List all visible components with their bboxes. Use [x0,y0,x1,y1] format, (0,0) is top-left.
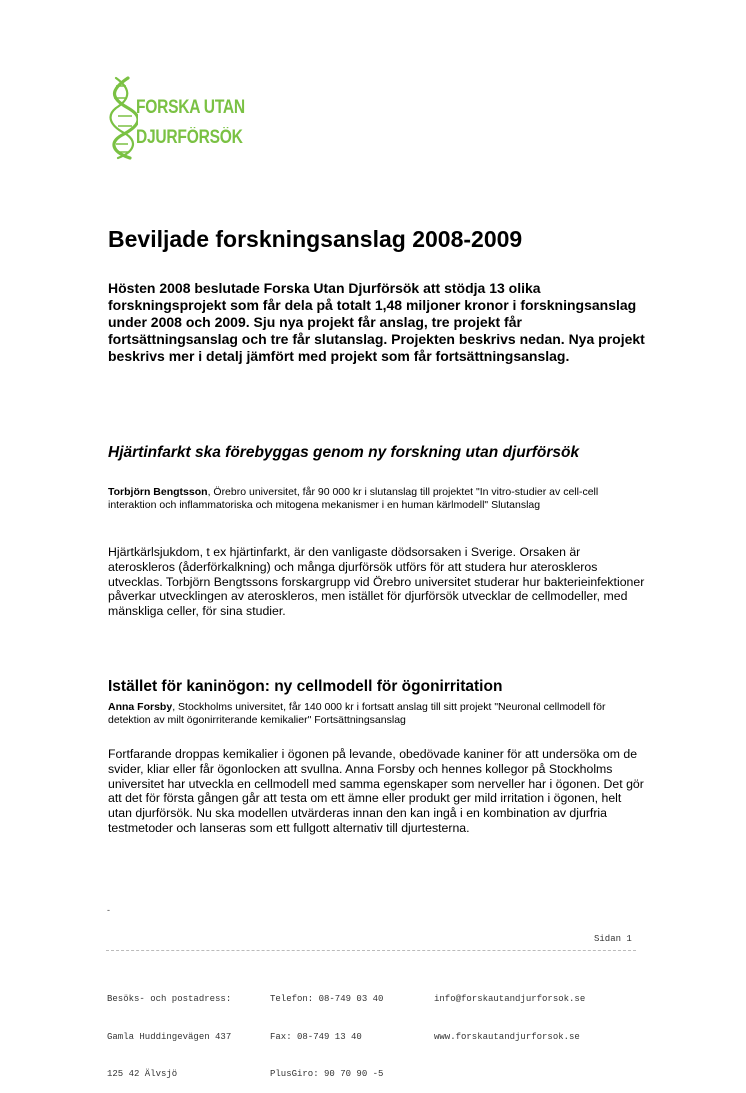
footer-dash: - [107,905,110,915]
logo-line2: DJURFÖRSÖK [136,127,243,148]
footer-line: PlusGiro: 90 70 90 -5 [270,1069,384,1079]
byline-text: , Stockholms universitet, får 140 000 kr i fortsatt anslag till sitt projekt "Neuronal cellmodell för detektion av milt ögonirriterande kemikalier" Fortsättningsanslag [108,701,606,726]
footer-line: 125 42 Älvsjö [107,1069,178,1079]
researcher-name: Torbjörn Bengtsson [108,486,208,498]
section-body: Fortfarande droppas kemikalier i ögonen på levande, obedövade kaniner för att undersöka om de svider, kliar eller får ögonlocken att svullna. Anna Forsby och hennes kollegor på Stockholms universitet har utveckla en cellmodell med samma egenskaper som nerveller har i ögonen. Det gör att det för första gången går att testa om ett ämne eller produkt ger mild irritation i ögonen, helt utan djurförsök. Nu ska modellen utvärderas innan den kan ingå i en kombination av djurfria testmetoder och lanseras som ett fullgott alternativ till djurtesterna. [108,747,644,835]
footer-website[interactable]: www.forskautandjurforsok.se [434,1031,580,1042]
byline [108,486,648,511]
footer-line: Gamla Huddingevägen 437 [107,1031,232,1042]
section-title: Istället för kaninögon: ny cellmodell för ögonirritation [108,678,503,695]
logo [108,76,268,160]
logo-line1: FORSKA UTAN [136,97,245,118]
footer-line: Besöks- och postadress: [107,994,232,1004]
footer-address [107,968,231,1093]
byline-text: , Örebro universitet, får 90 000 kr i slutanslag till projektet "In vitro-studier av cell-cell interaktion och inflammatoriska och mitogena mekanismer i en human kärlmodell" Slutanslag [108,486,599,511]
page-title: Beviljade forskningsanslag 2008-2009 [108,226,523,252]
section-title: Hjärtinfarkt ska förebyggas genom ny forskning utan djurförsök [108,444,580,461]
footer-divider [106,950,636,951]
page-number: Sidan 1 [594,934,632,944]
footer-email[interactable]: info@forskautandjurforsok.se [434,994,586,1004]
footer-phone [270,968,383,1093]
researcher-name: Anna Forsby [108,701,173,713]
footer-line: Telefon: 08-749 03 40 [270,994,384,1004]
footer-line: Fax: 08-749 13 40 [270,1031,362,1042]
section-body: Hjärtkärlsjukdom, t ex hjärtinfarkt, är den vanligaste dödsorsaken i Sverige. Orsaken är ateroskleros (åderförkalkning) och många djurförsök utförs för att studera hur ateroskleros utvecklas. Torbjörn Bengtssons forskargrupp vid Örebro universitet studerar hur bakterieinfektioner påverkar utvecklingen av ateroskleros, men istället för djurförsök utvecklar de cellmodeller, med mänskliga celler, för sina studier. [108,545,645,619]
footer-contact [434,968,585,1056]
intro-paragraph: Hösten 2008 beslutade Forska Utan Djurförsök att stödja 13 olika forskningsprojekt som får dela på totalt 1,48 miljoner kronor i forskningsanslag under 2008 och 2009. Sju nya projekt får anslag, tre projekt får fortsättningsanslag och tre får slutanslag. Projekten beskrivs nedan. Nya projekt beskrivs mer i detalj jämfört med projekt som får fortsättningsanslag. [108,280,645,364]
dna-helix-icon [108,76,138,160]
byline [108,701,648,726]
